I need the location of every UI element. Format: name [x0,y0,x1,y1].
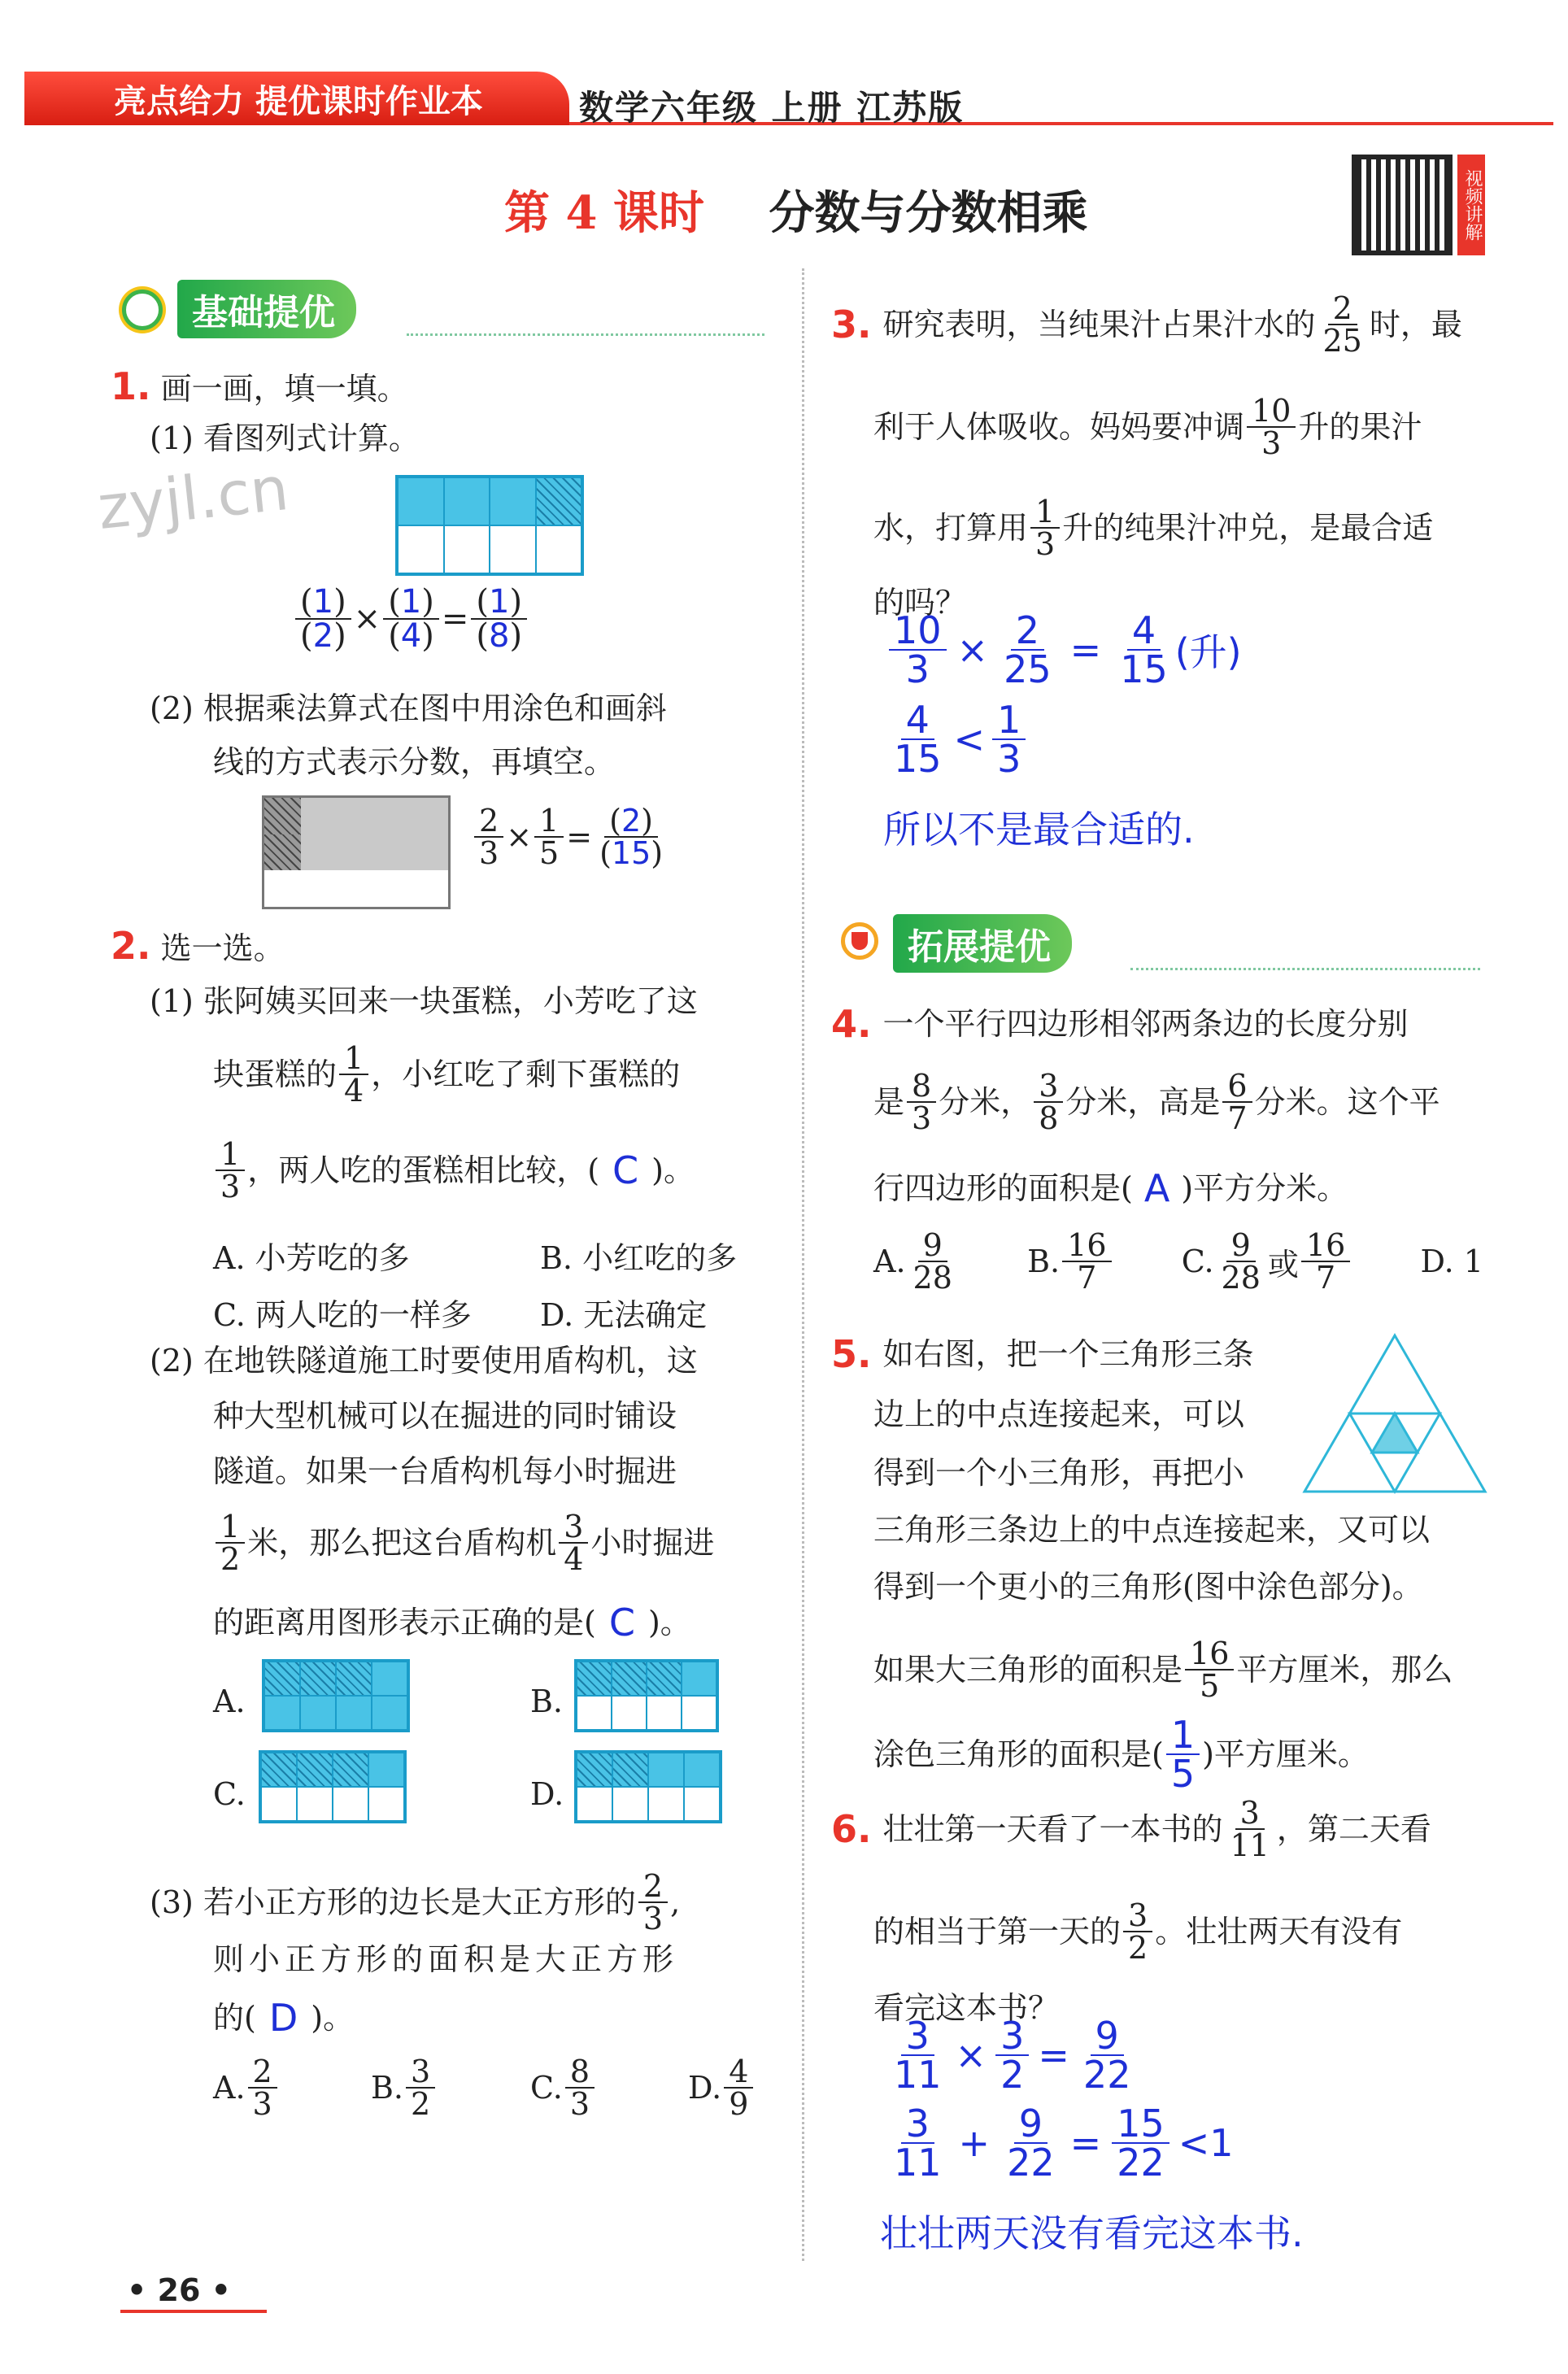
q2-part3-line2: 则小正方形的面积是大正方形 [213,1941,679,1977]
page-number-underline [120,2310,267,2313]
q1-figure [395,475,584,576]
header-brand: 亮点给力 提优课时作业本 [24,72,569,125]
q5-line1: 5. 如右图，把一个三角形三条 [831,1332,1254,1376]
q3-work-2: $\frac{4}{15}$ < $\frac{1}{3}$ [886,701,1028,778]
q2-header: 2. 选一选。 [111,924,285,968]
q3-line4: 的吗？ [873,585,967,621]
lesson-number: 第 4 课时 [504,186,704,240]
q2-part2-line4: $\frac{1}{2}$ 米，那么把这台盾构机 $\frac{3}{4}$ 小时掘进 [213,1511,714,1575]
q5-line7: 涂色三角形的面积是( $\frac{1}{5}$ )平方厘米。 [873,1713,1369,1796]
q2-part2-figure-d [574,1750,722,1823]
q5-triangle-figure [1301,1332,1488,1495]
q2-part3-option-a[interactable]: A. $\frac{2}{3}$ [213,2056,280,2119]
q2-part3-line3: 的( D )。 [213,1996,355,2040]
q2-part3-option-d[interactable]: D. $\frac{4}{9}$ [688,2056,756,2119]
section-extend-label: 拓展提优 [893,914,1072,973]
section-basic-line [407,333,764,336]
q1-part2-label2: 线的方式表示分数，再填空。 [213,744,616,780]
q2-part3-option-c[interactable]: C. $\frac{8}{3}$ [530,2056,597,2119]
q5-line2: 边上的中点连接起来，可以 [873,1396,1245,1432]
q6-work-1: $\frac{3}{11}$ × $\frac{3}{2}$ = $\frac{9}{22}$ [894,2014,1131,2097]
section-basic-label: 基础提优 [177,280,356,338]
q2-part2-line2: 种大型机械可以在掘进的同时铺设 [213,1398,677,1434]
q2-part2-line3: 隧道。如果一台盾构机每小时掘进 [213,1453,677,1489]
q2-part1-line2: 块蛋糕的 $\frac{1}{4}$ ，小红吃了剩下蛋糕的 [213,1040,681,1109]
q2-part1-option-c[interactable]: C. 两人吃的一样多 [213,1297,472,1333]
q2-part2-figure-a [262,1659,410,1732]
q4-option-b[interactable]: B. $\frac{16}{7}$ [1027,1230,1113,1293]
q1-part2-equation: $\frac{2}{3}$ × $\frac{1}{5}$ = $\frac{(2)}{(15)}$ [472,805,670,869]
q2-part3-option-b[interactable]: B. $\frac{3}{2}$ [371,2056,438,2119]
q1-part1-label: (1) 看图列式计算。 [150,420,420,456]
q3-line2: 利于人体吸收。妈妈要冲调 $\frac{10}{3}$ 升的果汁 [873,393,1422,461]
q1-header: 1. 画一画，填一填。 [111,364,408,408]
q3-work-1: $\frac{10}{3}$ × $\frac{2}{25}$ = $\frac{4}{15}$ (升) [886,612,1242,688]
q6-line2: 的相当于第一天的 $\frac{3}{2}$ 。壮壮两天有没有 [873,1897,1403,1966]
q2-part2-option-d[interactable]: D. [530,1776,564,1812]
page-number: • 26 • [127,2272,231,2308]
q2-part2-figure-c [259,1750,407,1823]
q5-line6: 如果大三角形的面积是 $\frac{16}{5}$ 平方厘米，那么 [873,1636,1453,1704]
q3-line1: 3. 研究表明，当纯果汁占果汁水的 $\frac{2}{25}$ 时，最 [831,290,1462,359]
q2-part3-line1: (3) 若小正方形的边长是大正方形的 $\frac{2}{3}$ , [150,1868,681,1936]
q6-work-2: $\frac{3}{11}$ + $\frac{9}{22}$ = $\frac{15}{22}$ <1 [894,2102,1234,2185]
q4-option-c[interactable]: C. $\frac{9}{28}$ 或 $\frac{16}{7}$ [1182,1230,1353,1293]
q4-line3: 行四边形的面积是( A )平方分米。 [873,1166,1348,1210]
q2-part1-option-b[interactable]: B. 小红吃的多 [540,1240,738,1276]
q2-part2-figure-b [574,1659,719,1732]
q4-line2: 是 $\frac{8}{3}$ 分米， $\frac{3}{8}$ 分米，高是 $\frac{6}{7}$ 分米。这个平 [873,1068,1440,1136]
q2-part1-line3: $\frac{1}{3}$ ，两人吃的蛋糕相比较，( C )。 [213,1139,695,1202]
header-book: 数学六年级 上册 江苏版 [579,88,965,128]
q4-option-d[interactable]: D. 1 [1420,1244,1483,1279]
q4-options[interactable] [873,1227,1483,1296]
q6-work-3: 壮壮两天没有看完这本书. [880,2211,1304,2255]
q2-part1-line1: (1) 张阿姨买回来一块蛋糕，小芳吃了这 [150,983,698,1019]
q2-part2-line5: 的距离用图形表示正确的是( C )。 [213,1601,691,1644]
q3-line3: 水，打算用 $\frac{1}{3}$ 升的纯果汁冲兑，是最合适 [873,494,1434,562]
section-basic [114,283,764,335]
qr-side-label: 视频讲解 [1457,155,1485,255]
q6-line1: 6. 壮壮第一天看了一本书的 $\frac{3}{11}$ ，第二天看 [831,1795,1431,1863]
q4-line1: 4. 一个平行四边形相邻两条边的长度分别 [831,1002,1409,1046]
q2-part2-line1: (2) 在地铁隧道施工时要使用盾构机，这 [150,1343,698,1379]
sun-icon [114,283,177,335]
q5-line4: 三角形三条边上的中点连接起来，又可以 [873,1512,1431,1548]
trophy-icon [830,917,893,969]
q2-part1-option-d[interactable]: D. 无法确定 [540,1297,708,1333]
q1-part2-figure [262,795,451,909]
q1-part2-label: (2) 根据乘法算式在图中用涂色和画斜 [150,690,667,726]
q3-work-3: 所以不是最合适的. [883,808,1195,852]
q4-option-a[interactable]: A. $\frac{9}{28}$ [873,1227,952,1296]
q5-line5: 得到一个更小的三角形(图中涂色部分)。 [873,1569,1423,1605]
lesson-topic: 分数与分数相乘 [769,186,1088,240]
q6-line3: 看完这本书？ [873,1990,1060,2026]
q1-part1-equation: $\frac{(1)}{(2)}$ × $\frac{(1)}{(4)}$ = $\frac{(1)}{(8)}$ [293,586,529,652]
section-extend [830,917,1480,969]
q2-part2-option-b[interactable]: B. [530,1684,564,1719]
q2-part2-option-a[interactable]: A. [213,1684,246,1719]
qr-code-icon[interactable] [1352,155,1453,255]
q2-part1-option-a[interactable]: A. 小芳吃的多 [213,1240,410,1276]
column-divider [802,268,804,2261]
watermark: zyjl.cn [94,453,292,544]
section-extend-line [1130,968,1480,970]
q5-line3: 得到一个小三角形，再把小 [873,1455,1245,1491]
page-title [504,177,1087,242]
q2-part2-option-c[interactable]: C. [213,1776,246,1812]
